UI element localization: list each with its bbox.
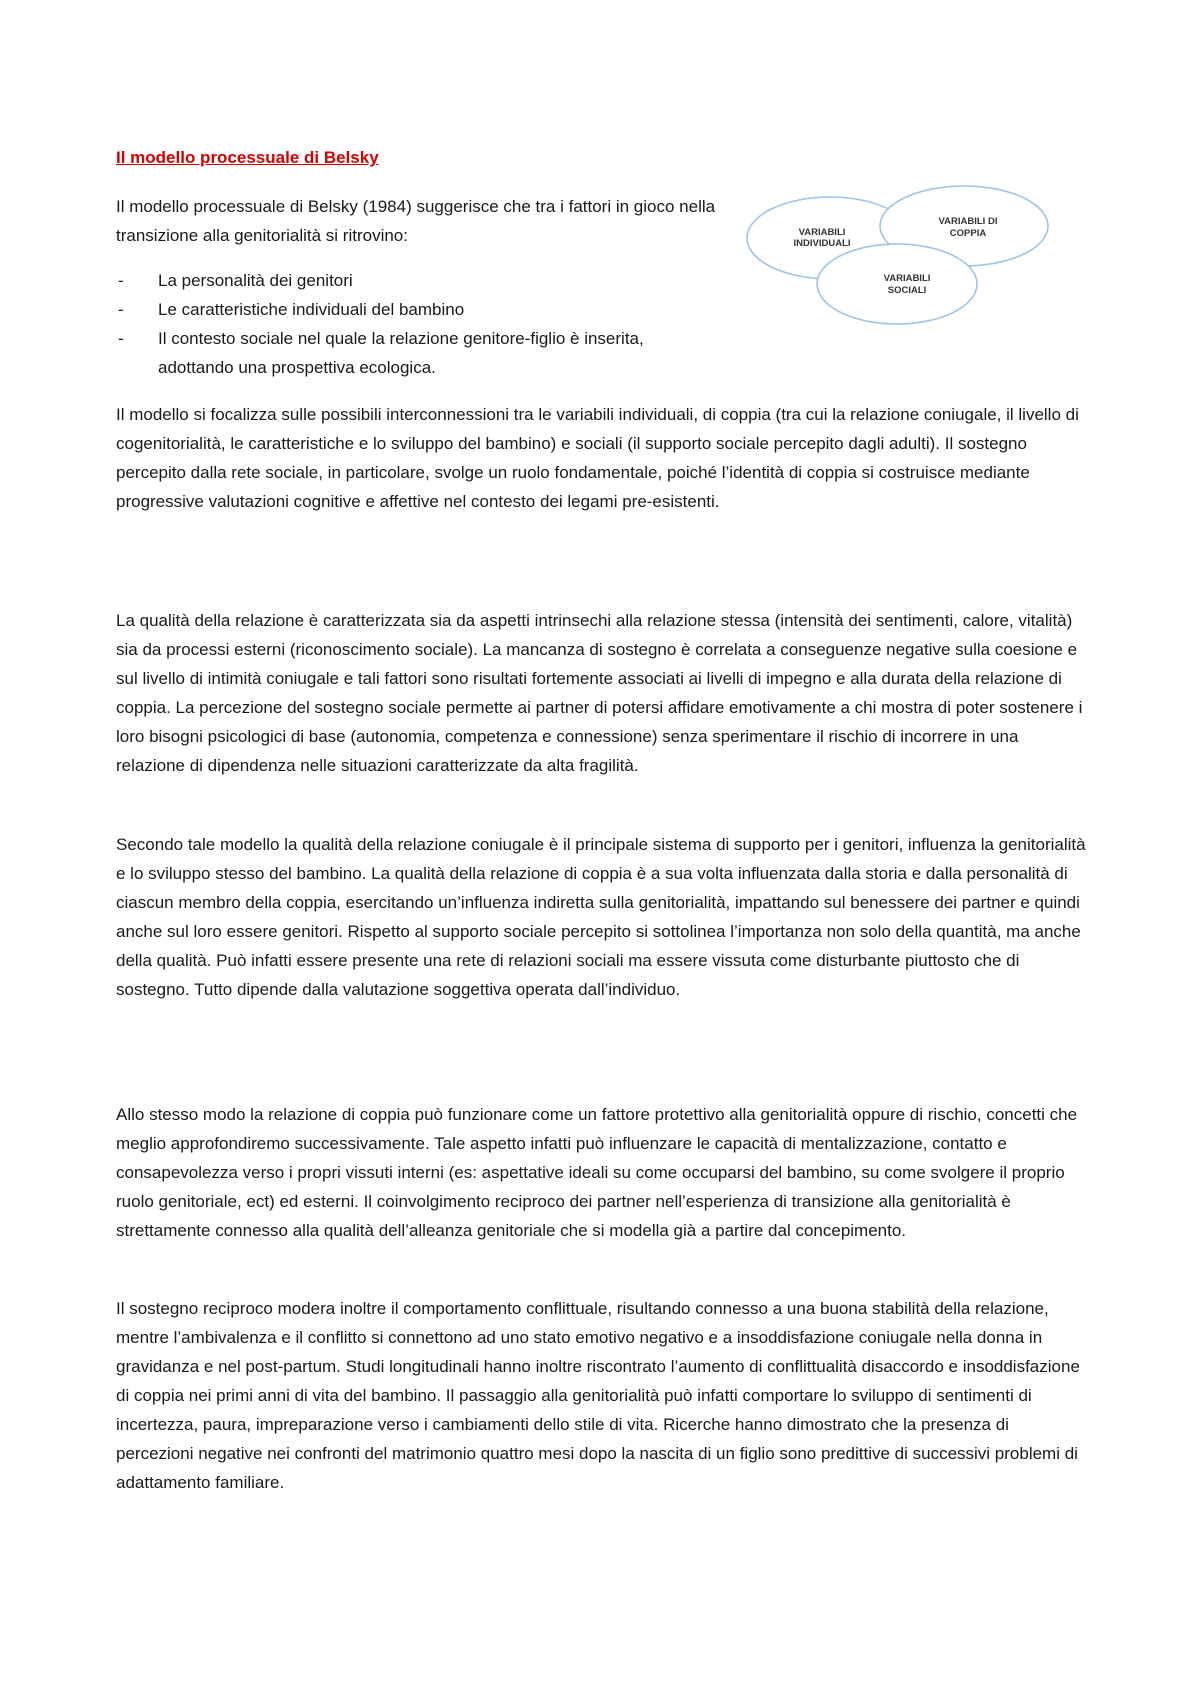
body-paragraph: Secondo tale modello la qualità della relazione coniugale è il principale sistema di supporto per i genitori, influenza la genitorialità e lo sviluppo stesso del bambino. La qualità della relazione di coppia è a sua volta influenzata dalla storia e dalla personalità di ciascun membro della coppia, esercitando un’influenza indiretta sulla genitorialità, impattando sul benessere dei partner e quindi anche sul loro essere genitori. Rispetto al supporto sociale percepito si sottolinea l’importanza non solo della quantità, ma anche della qualità. Può infatti essere presente una rete di relazioni sociali ma essere vissuta come disturbante piuttosto che di sostegno. Tutto dipende dalla valutazione soggettiva operata dall’individuo. (116, 835, 1086, 999)
list-marker: - (118, 329, 124, 348)
body-paragraph: Allo stesso modo la relazione di coppia può funzionare come un fattore protettivo alla genitorialità oppure di rischio, concetti che meglio approfondiremo successivamente. Tale aspetto infatti può influenzare le capacità di mentalizzazione, contatto e consapevolezza verso i propri vissuti interni (es: aspettative ideali su come occuparsi del bambino, su come svolgere il proprio ruolo genitoriale, ect) ed esterni. Il coinvolgimento reciproco dei partner nell’esperienza di transizione alla genitorialità è strettamente connesso alla qualità dell’alleanza genitoriale che si modella già a partire dal concepimento. (116, 1105, 1078, 1240)
list-item (116, 295, 716, 324)
label-coppia-line1: VARIABILI DI (938, 216, 998, 227)
variables-diagram (742, 180, 1052, 330)
list-item-text: La personalità dei genitori (158, 271, 353, 290)
intro-paragraph: Il modello processuale di Belsky (1984) suggerisce che tra i fattori in gioco nella transizione alla genitorialità si ritrovino: (116, 197, 716, 245)
list-item-text: Le caratteristiche individuali del bambino (158, 300, 465, 319)
label-individuali-line1: VARIABILI (798, 227, 846, 238)
list-marker: - (118, 271, 124, 290)
label-individuali-line2: INDIVIDUALI (793, 238, 851, 249)
body-paragraph: La qualità della relazione è caratterizzata sia da aspetti intrinsechi alla relazione stessa (intensità dei sentimenti, calore, vitalità) sia da processi esterni (riconoscimento sociale). La mancanza di sostegno è correlata a conseguenze negative sulla coesione e sul livello di intimità coniugale e tali fattori sono risultati fortemente associati ai livelli di impegno e alla durata della relazione di coppia. La percezione del sostegno sociale permette ai partner di potersi affidare emotivamente a chi mostra di poter sostenere i loro bisogni psicologici di base (autonomia, competenza e connessione) senza sperimentare il rischio di incorrere in una relazione di dipendenza nelle situazioni caratterizzate da alta fragilità. (116, 611, 1083, 775)
label-coppia-line2: COPPIA (949, 228, 987, 239)
page-title: Il modello processuale di Belsky (116, 148, 379, 167)
list-item (116, 266, 716, 295)
list-marker: - (118, 300, 124, 319)
label-sociali-line1: VARIABILI (883, 273, 931, 284)
body-paragraph: Il modello si focalizza sulle possibili interconnessioni tra le variabili individuali, di coppia (tra cui la relazione coniugale, il livello di cogenitorialità, le caratteristiche e lo sviluppo del bambino) e sociali (il supporto sociale percepito dagli adulti). Il sostegno percepito dalla rete sociale, in particolare, svolge un ruolo fondamentale, poiché l’identità di coppia si costruisce mediante progressive valutazioni cognitive e affettive nel contesto dei legami pre-esistenti. (116, 405, 1079, 511)
list-item-text: Il contesto sociale nel quale la relazione genitore-figlio è inserita, adottando una prospettiva ecologica. (158, 329, 644, 377)
body-paragraph: Il sostegno reciproco modera inoltre il comportamento conflittuale, risultando connesso a una buona stabilità della relazione, mentre l’ambivalenza e il conflitto si connettono ad uno stato emotivo negativo e a insoddisfazione coniugale nella donna in gravidanza e nel post-partum. Studi longitudinali hanno inoltre riscontrato l’aumento di conflittualità disaccordo e insoddisfazione di coppia nei primi anni di vita del bambino. Il passaggio alla genitorialità può infatti comportare lo sviluppo di sentimenti di incertezza, paura, impreparazione verso i cambiamenti dello stile di vita. Ricerche hanno dimostrato che la presenza di percezioni negative nei confronti del matrimonio quattro mesi dopo la nascita di un figlio sono predittive di successivi problemi di adattamento familiare. (116, 1299, 1080, 1492)
list-item (116, 324, 716, 382)
factor-list (116, 266, 716, 382)
label-sociali-line2: SOCIALI (887, 285, 927, 296)
ellipse-sociali (817, 244, 977, 324)
